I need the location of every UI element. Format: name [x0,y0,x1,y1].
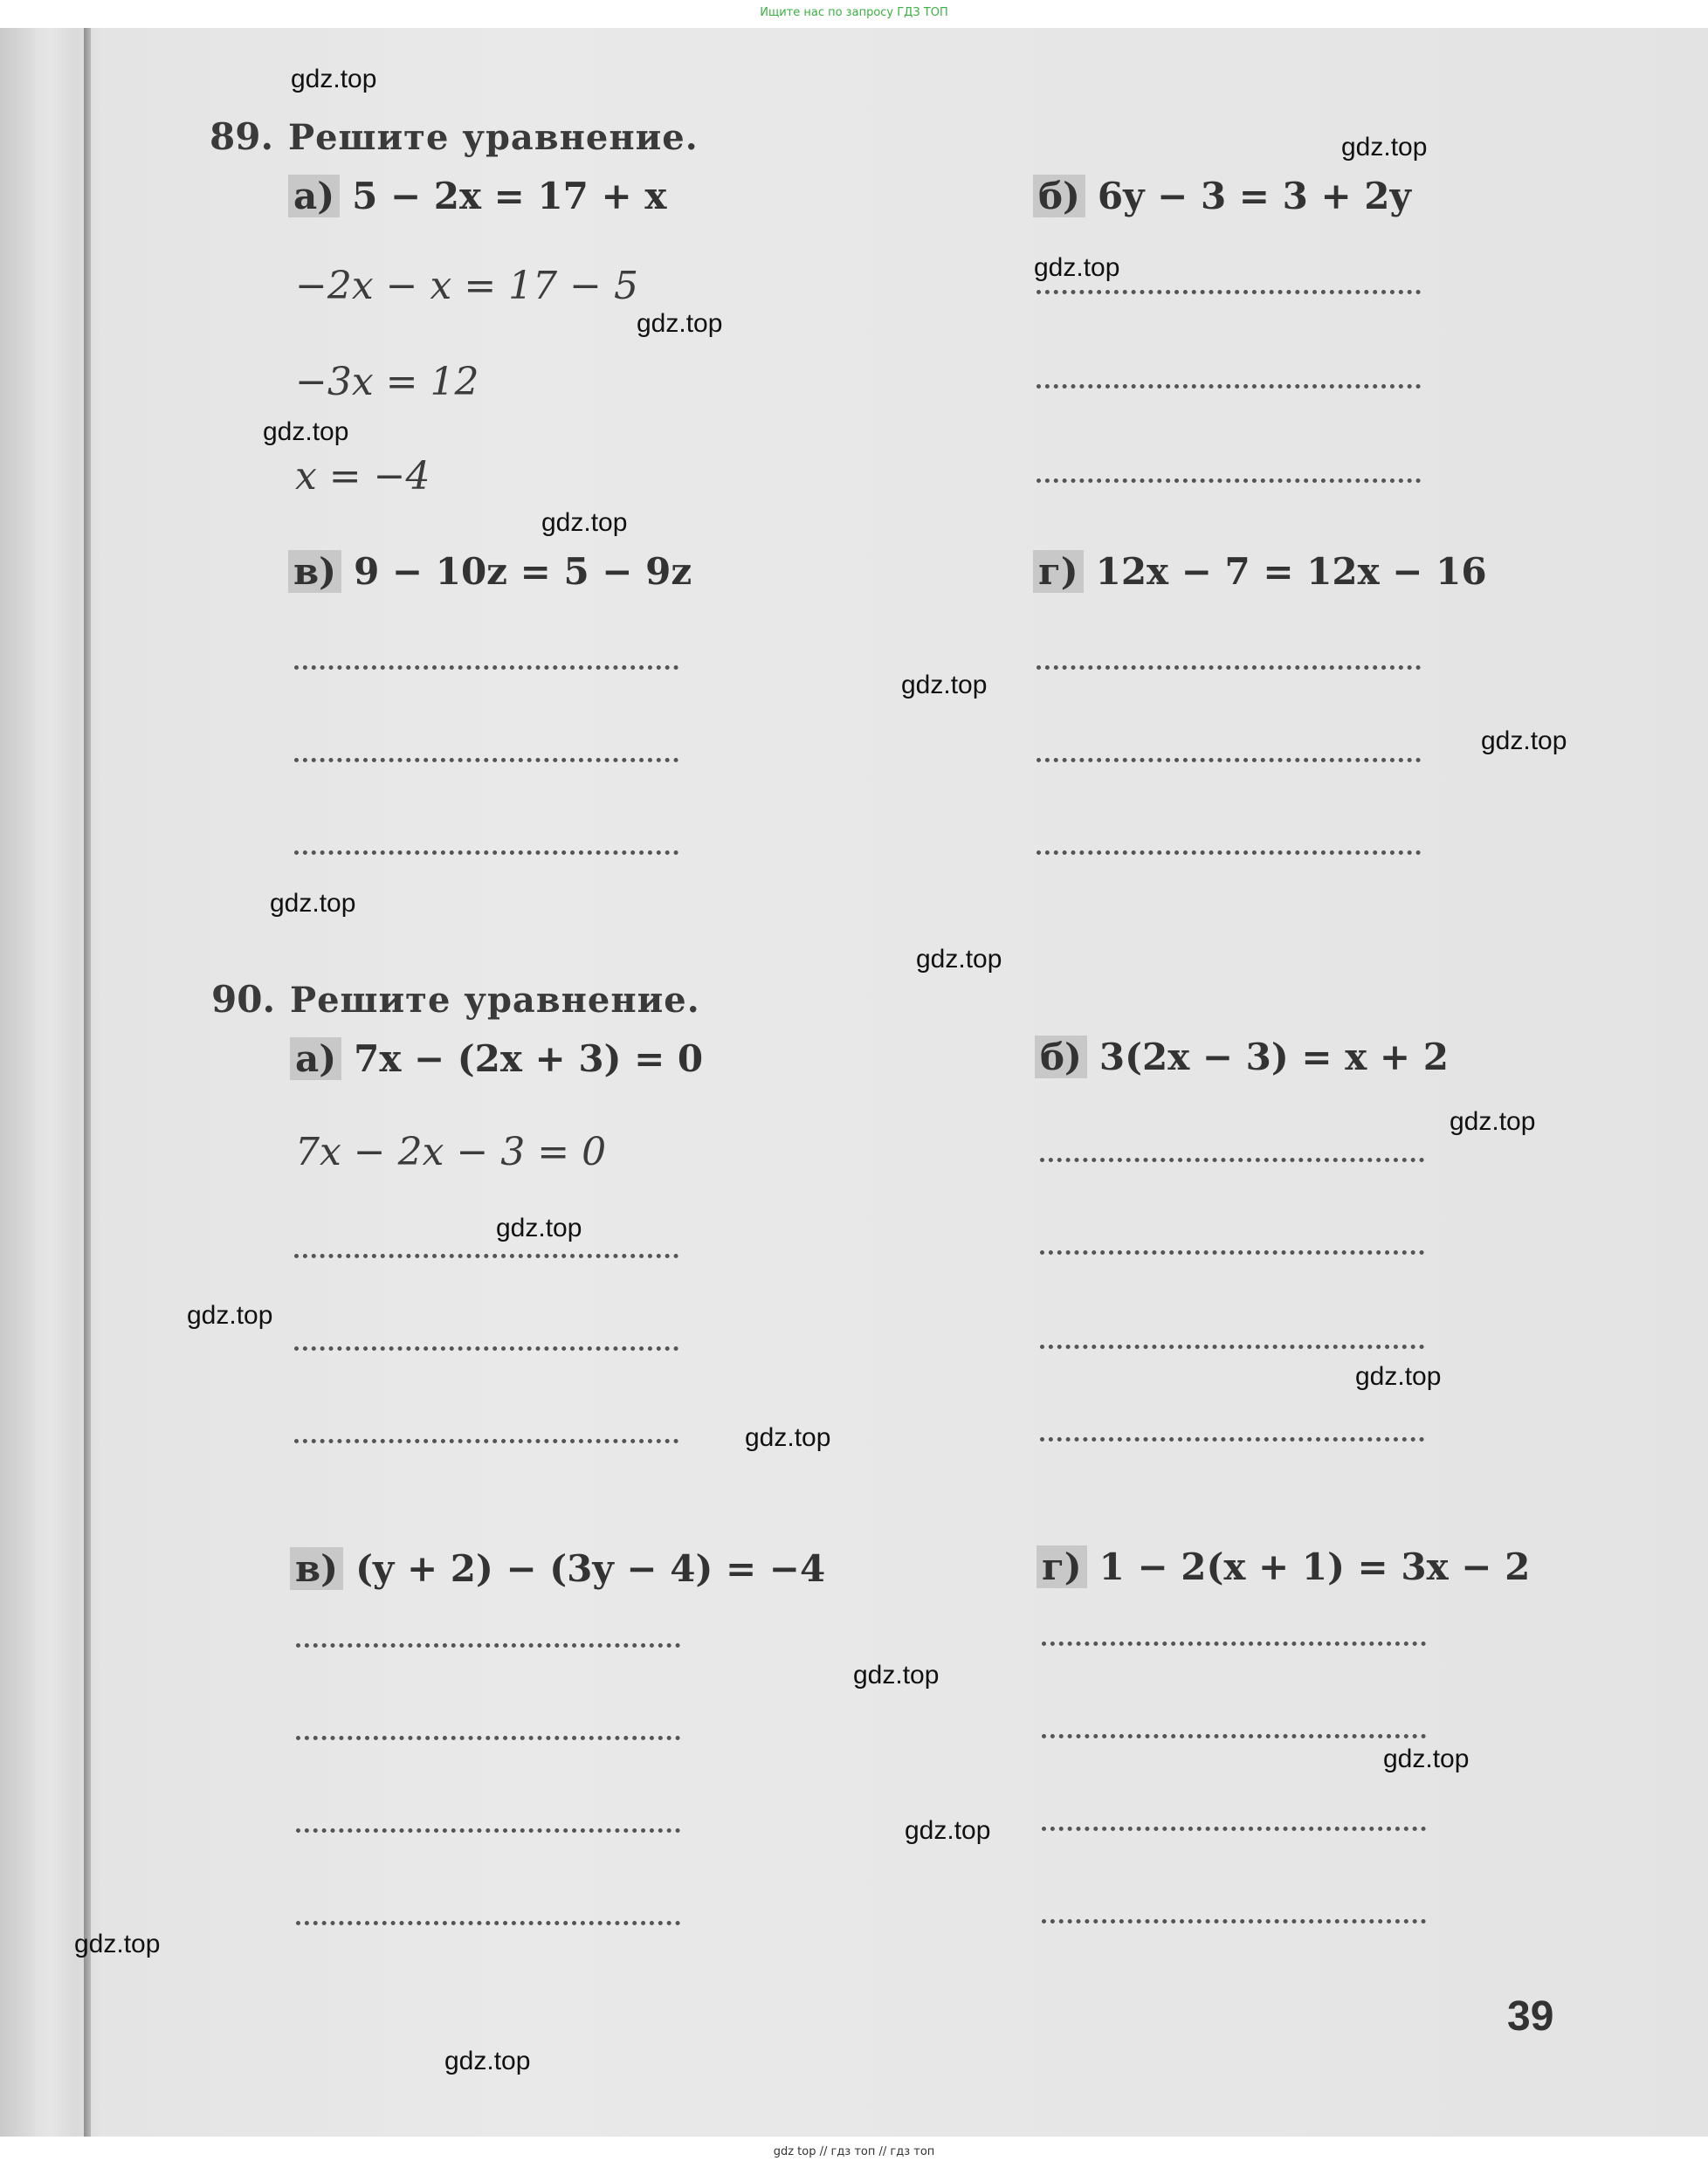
task-90-g-label: г) [1037,1545,1087,1588]
watermark: gdz.top [853,1661,940,1690]
answer-line [296,1643,680,1648]
watermark: gdz.top [1341,133,1428,162]
answer-line [1037,384,1421,389]
task-90-v-equation: (y + 2) − (3y − 4) = −4 [355,1547,826,1590]
watermark: gdz.top [1481,726,1567,755]
watermark: gdz.top [637,309,723,338]
watermark: gdz.top [1355,1362,1442,1391]
task-90-a-equation: 7x − (2x + 3) = 0 [354,1037,704,1080]
answer-line [294,850,678,855]
top-banner[interactable]: Ищите нас по запросу ГДЗ ТОП [760,6,948,19]
task-89-g [1033,550,1487,593]
task-89-v [288,550,692,593]
answer-line [296,1828,680,1833]
page-edge [0,28,35,2137]
answer-line [296,1736,680,1740]
answer-line [1042,1919,1426,1924]
answer-line [1040,1158,1424,1162]
answer-line [294,665,678,670]
book-spine [84,28,91,2137]
answer-line [1040,1437,1424,1442]
task-89-a-step-3: x = −4 [295,454,430,499]
answer-line [1037,290,1421,294]
task-89-b-label: б) [1033,175,1085,217]
watermark: gdz.top [291,65,377,93]
answer-line [1042,1827,1426,1831]
answer-line [1037,665,1421,670]
task-89-title: Решите уравнение. [288,117,699,158]
watermark: gdz.top [187,1301,273,1330]
watermark: gdz.top [444,2047,531,2075]
watermark: gdz.top [270,889,356,918]
task-89-v-label: в) [288,550,341,593]
watermark: gdz.top [916,945,1002,974]
task-89-b [1033,175,1411,217]
watermark: gdz.top [1034,253,1120,282]
task-90-b [1035,1036,1449,1078]
answer-line [294,1439,678,1443]
answer-line [1042,1641,1426,1646]
task-90-v [290,1547,825,1590]
answer-line [1037,850,1421,855]
task-89-number: 89. [210,115,274,158]
watermark: gdz.top [263,417,349,446]
task-89-a [288,175,666,217]
task-90-v-label: в) [290,1547,343,1590]
task-89-a-label: а) [288,175,340,217]
watermark: gdz.top [541,508,628,537]
watermark: gdz.top [74,1930,161,1958]
answer-line [294,758,678,762]
answer-line [1042,1734,1426,1738]
answer-line [294,1346,678,1351]
task-90-b-equation: 3(2x − 3) = x + 2 [1098,1036,1449,1078]
watermark: gdz.top [745,1423,831,1452]
task-89-a-step-1: −2x − x = 17 − 5 [295,264,638,308]
task-90-g-equation: 1 − 2(x + 1) = 3x − 2 [1098,1545,1531,1588]
task-89-b-equation: 6y − 3 = 3 + 2y [1097,175,1411,217]
watermark: gdz.top [901,671,988,699]
task-90-title: Решите уравнение. [290,980,700,1021]
workbook-page [0,28,1708,2137]
task-90-b-label: б) [1035,1036,1087,1078]
task-89-g-label: г) [1033,550,1084,593]
answer-line [296,1921,680,1925]
answer-line [1037,478,1421,483]
answer-line [1037,758,1421,762]
task-89-a-step-2: −3x = 12 [295,360,479,404]
bottom-banner[interactable]: gdz top // гдз топ // гдз топ [773,2145,935,2158]
watermark: gdz.top [1450,1107,1536,1136]
task-90-g [1037,1545,1530,1588]
answer-line [1040,1345,1424,1349]
watermark: gdz.top [1383,1745,1470,1773]
task-90-a-step-1: 7x − 2x − 3 = 0 [295,1130,607,1174]
page-number: 39 [1507,1993,1554,2040]
task-90-a-label: а) [290,1037,341,1080]
task-90-a [290,1037,703,1080]
task-90-number: 90. [211,978,276,1021]
task-89-g-equation: 12x − 7 = 12x − 16 [1095,550,1487,593]
answer-line [294,1254,678,1258]
task-89-a-equation: 5 − 2x = 17 + x [352,175,667,217]
watermark: gdz.top [496,1214,582,1242]
answer-line [1040,1250,1424,1255]
watermark: gdz.top [905,1816,991,1845]
task-89-v-equation: 9 − 10z = 5 − 9z [354,550,692,593]
